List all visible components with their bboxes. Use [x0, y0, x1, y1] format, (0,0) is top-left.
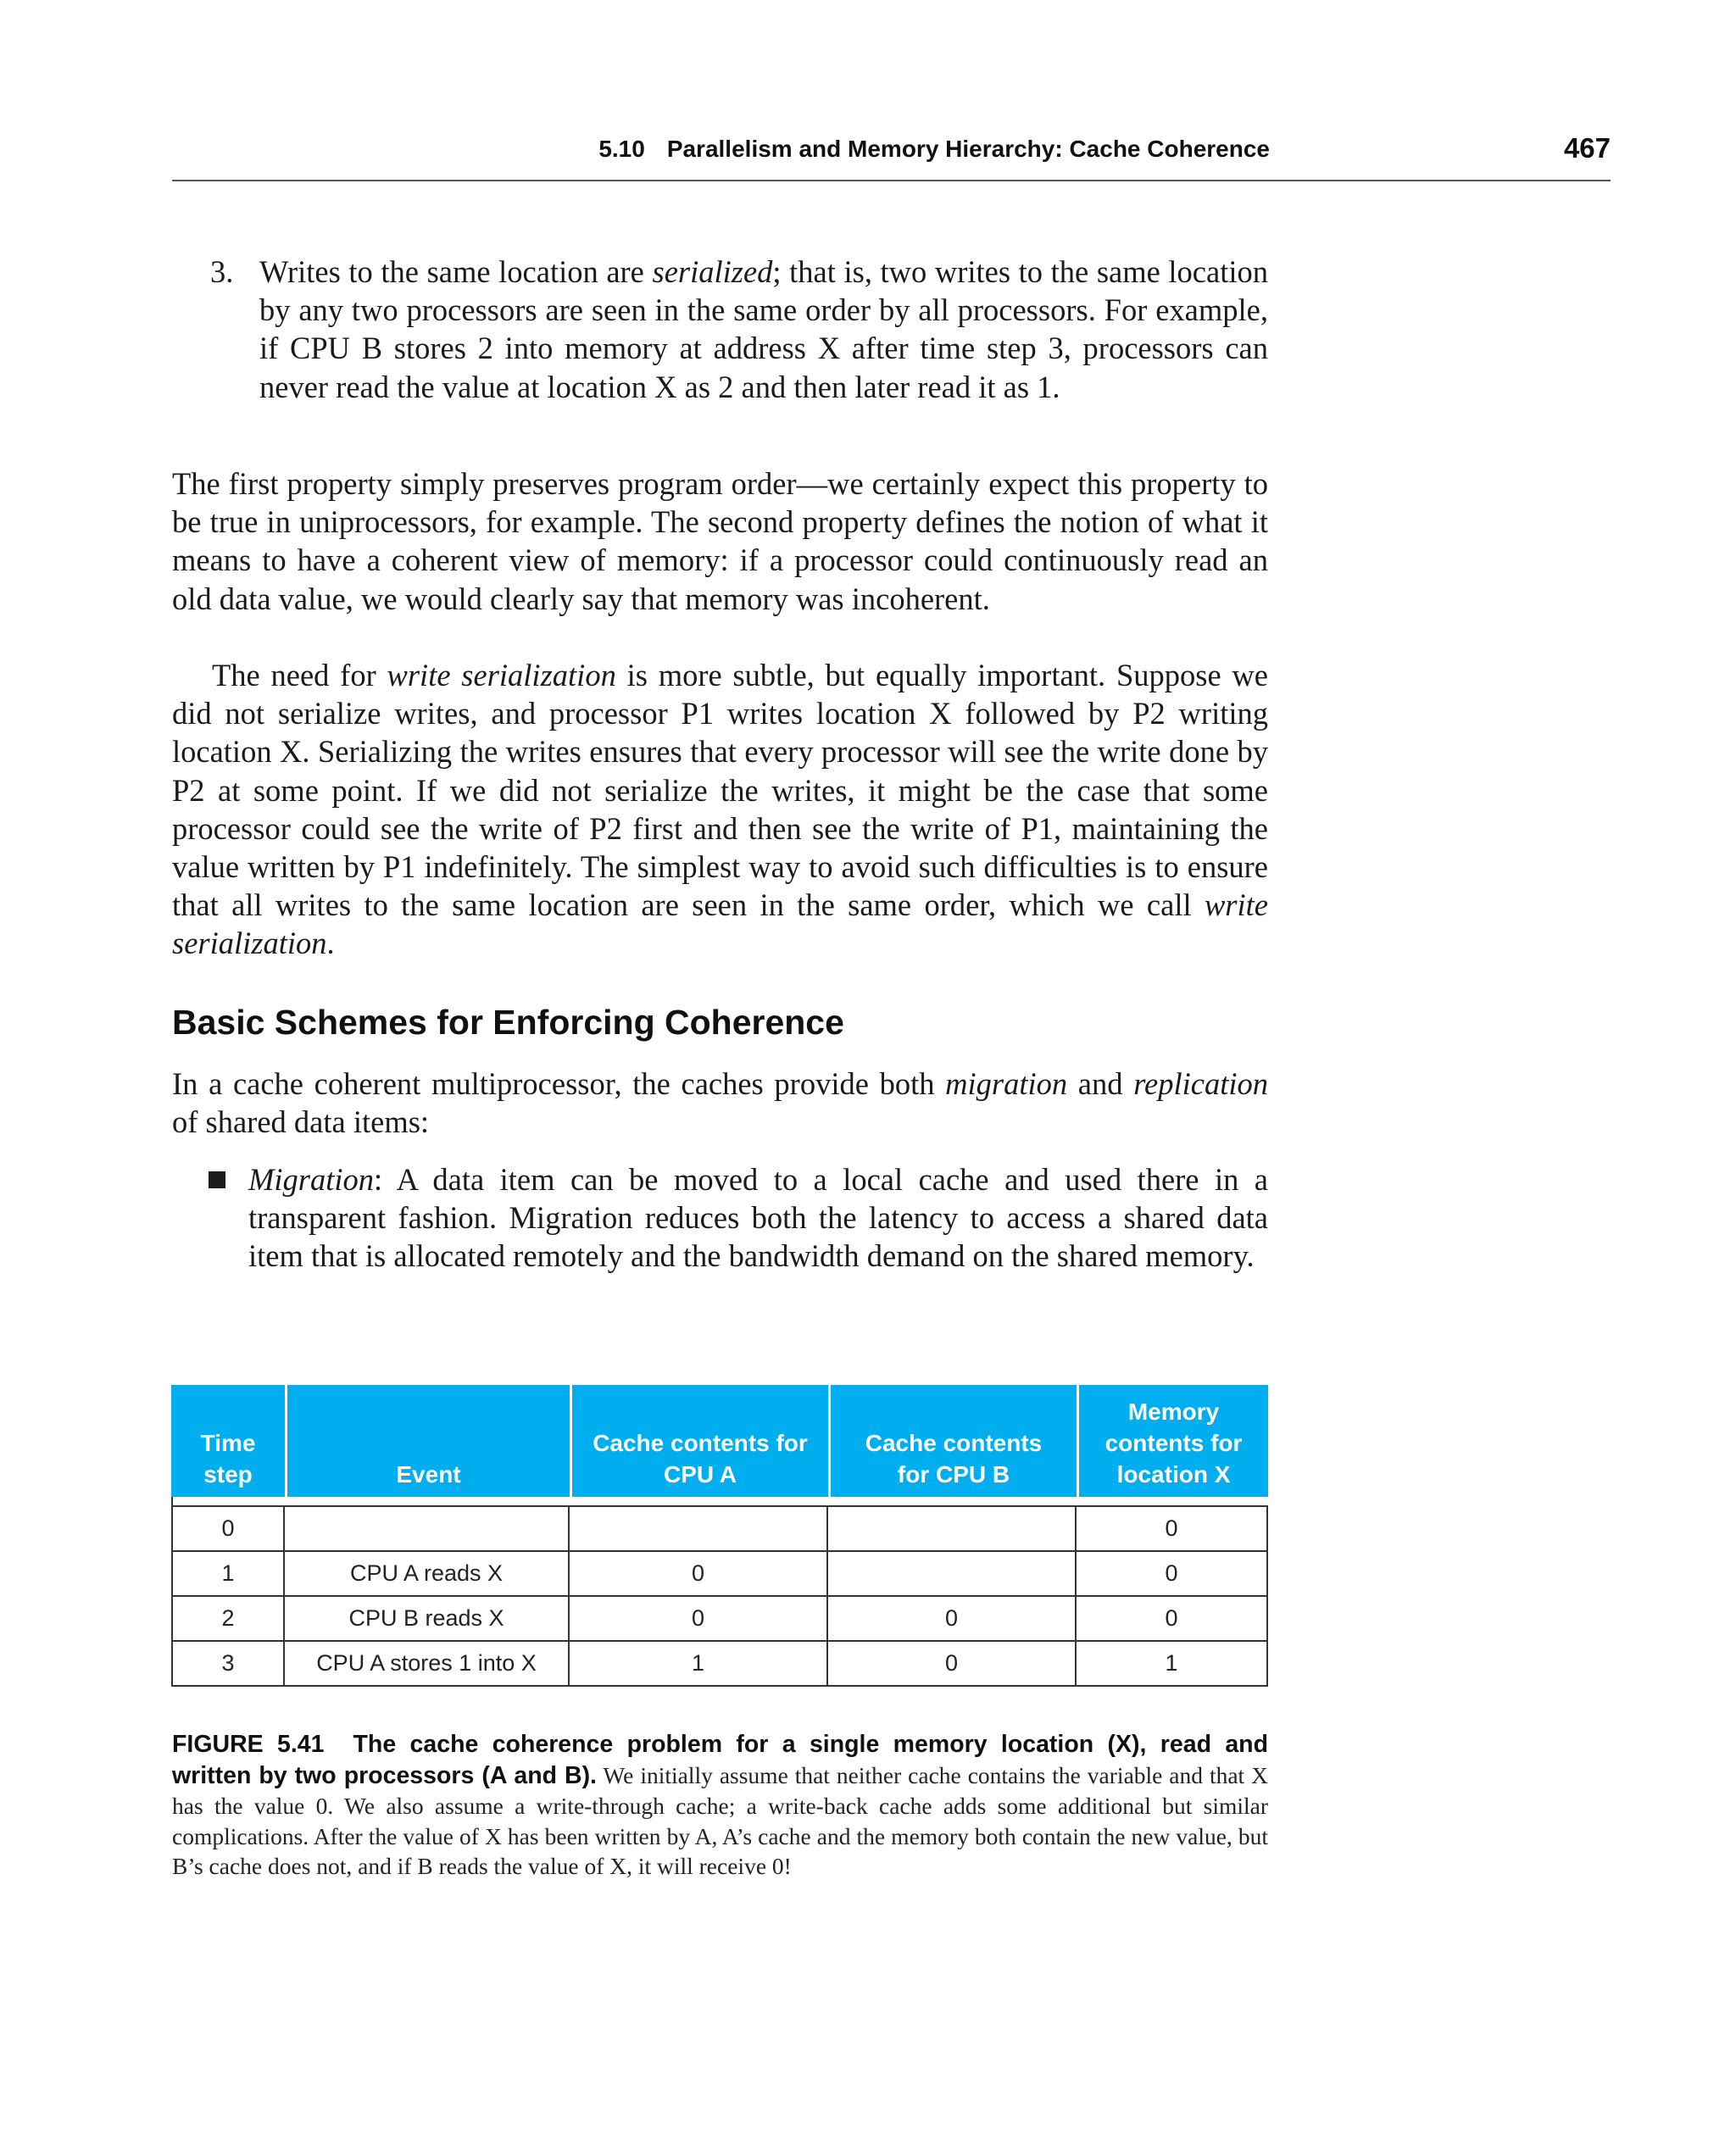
page-number: 467 [1563, 132, 1611, 164]
header-event [285, 1385, 570, 1497]
paragraph-properties [172, 464, 1268, 618]
section-number: 5.10 [598, 136, 645, 162]
table-cell: 1 [570, 1642, 828, 1687]
table-cell [828, 1505, 1077, 1552]
emphasis-term: write serialization [172, 887, 1268, 961]
header-line: location X [1116, 1461, 1231, 1488]
running-header [172, 127, 1611, 181]
header-line: contents for [1104, 1430, 1243, 1456]
section-heading: Basic Schemes for Enforcing Coherence [172, 1003, 844, 1042]
table-cell: 0 [570, 1552, 828, 1597]
header-line: Memory [1127, 1399, 1220, 1425]
bullet-item-migration [209, 1160, 1268, 1276]
table-row [171, 1552, 1268, 1597]
table-cell [570, 1505, 828, 1552]
header-line: Time [200, 1430, 256, 1456]
table-cell: 0 [828, 1642, 1077, 1687]
table-cell: 3 [171, 1642, 285, 1687]
table-cell: 1 [1077, 1642, 1268, 1687]
figure-caption [172, 1729, 1268, 1882]
table-cell: 0 [828, 1597, 1077, 1642]
paragraph-text [172, 1065, 1268, 1141]
emphasis-term: write serialization [387, 658, 616, 692]
section-title-text: Parallelism and Memory Hierarchy: Cache Coherence [666, 136, 1270, 162]
header-line: Event [396, 1461, 461, 1488]
paragraph-write-serialization [172, 656, 1268, 963]
header-line: Cache contents [865, 1430, 1043, 1456]
text-run: ; that is, two writes to the same location by any two processors are seen in the same order by all processors. For example, if CPU B stores 2 into memory at address X after time step 3, processors can never read the value at location X as 2 and then later read it as 1. [259, 254, 1268, 404]
paragraph-text [172, 656, 1268, 963]
table-cell: 0 [570, 1597, 828, 1642]
emphasis-migration: migration [945, 1066, 1068, 1101]
emphasis-serialized: serialized [652, 254, 773, 289]
header-line: Cache contents for [593, 1430, 808, 1456]
table-cell: 0 [1077, 1505, 1268, 1552]
text-run: is more subtle, but equally important. Suppose we did not serialize writes, and processor P1 writes location X followed by P2 writing location X. Serializing the writes ensures that every processor will see the write done by P2 at some point. If we did not serialize the writes, it might be the case that some processor could see the write of P2 first and then see the write of P1, maintaining the value written by P1 indefinitely. The simplest way to avoid such difficulties is to ensure that all writes to the same location are seen in the same order, which we call [172, 658, 1268, 923]
text-run: : A data item can be moved to a local cache and used there in a transparent fashion. Migration reduces both the latency to access a shared data item that is allocated remotely and the bandwidth demand on the shared memory. [248, 1162, 1268, 1274]
section-title [598, 136, 1270, 163]
emphasis-migration: Migration [248, 1162, 375, 1197]
table-cell: 0 [1077, 1552, 1268, 1597]
list-item-text [259, 253, 1268, 406]
header-line: for CPU B [897, 1461, 1010, 1488]
table-row [171, 1505, 1268, 1552]
text-run: of shared data items: [172, 1104, 430, 1140]
figure-label: FIGURE 5.41 [172, 1731, 325, 1758]
header-cache-cpu-b [828, 1385, 1077, 1497]
header-time-step [171, 1385, 285, 1497]
header-memory-location-x [1077, 1385, 1268, 1497]
table-row [171, 1597, 1268, 1642]
numbered-list-item-3 [210, 253, 1268, 406]
table-cell [828, 1552, 1077, 1597]
paragraph-text: The first property simply preserves program order—we certainly expect this property to be true in uniprocessors, for example. The second property defines the notion of what it means to have a coherent view of memory: if a processor could continuously read an old data value, we would clearly say that memory was incoherent. [172, 466, 1268, 616]
table-header-row [171, 1385, 1268, 1497]
table-cell: CPU A reads X [285, 1552, 570, 1597]
emphasis-replication: replication [1133, 1066, 1269, 1101]
table-cell: 1 [171, 1552, 285, 1597]
list-marker: 3. [210, 254, 234, 289]
text-run: . [326, 926, 335, 961]
table-cell [285, 1505, 570, 1552]
cache-coherence-table [171, 1385, 1268, 1687]
table-cell: 0 [1077, 1597, 1268, 1642]
text-run: In a cache coherent multiprocessor, the caches provide both [172, 1066, 946, 1101]
header-line: step [203, 1461, 253, 1488]
header-cache-cpu-a [570, 1385, 828, 1497]
paragraph-intro [172, 1065, 1268, 1141]
table-cell: 2 [171, 1597, 285, 1642]
figure-title: The cache coherence problem for a single memory location (X), read and written by two processors (A and B). [172, 1731, 1268, 1789]
text-run: and [1067, 1066, 1134, 1101]
header-line: CPU A [663, 1461, 737, 1488]
square-bullet-icon [209, 1171, 225, 1188]
bullet-text [248, 1160, 1268, 1276]
figure-caption-text: We initially assume that neither cache contains the variable and that X has the value 0. We also assume a write-through cache; a write-back cache adds some additional but similar complications. After the value of X has been written by A, A’s cache and the memory both contain the new value, but B’s cache does not, and if B reads the value of X, it will receive 0! [172, 1761, 1268, 1879]
table-cell: CPU B reads X [285, 1597, 570, 1642]
text-run: Writes to the same location are [259, 254, 653, 289]
table-cell: 0 [171, 1505, 285, 1552]
table-cell: CPU A stores 1 into X [285, 1642, 570, 1687]
text-run: The need for [212, 658, 387, 692]
table-row [171, 1642, 1268, 1687]
